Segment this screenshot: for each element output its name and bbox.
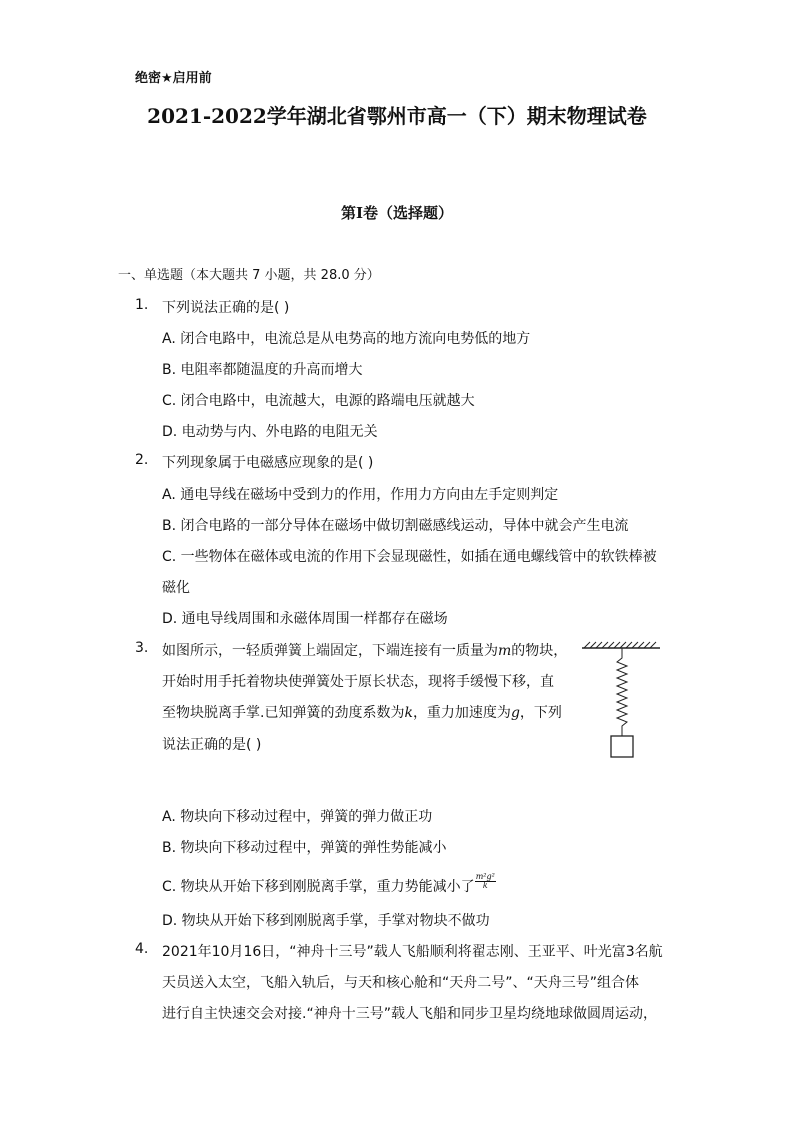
question-stem-line: 说法正确的是( )	[162, 737, 262, 753]
question-number: 4.	[135, 941, 149, 957]
math-m: m	[498, 643, 512, 659]
spring-block-figure	[580, 640, 664, 764]
option-a: A. 闭合电路中，电流总是从电势高的地方流向电势低的地方	[162, 331, 531, 347]
option-a: A. 通电导线在磁场中受到力的作用，作用力方向由左手定则判定	[162, 487, 559, 503]
confidential-mark: 绝密★启用前	[135, 71, 212, 86]
section-heading: 一、单选题（本大题共 7 小题，共 28.0 分）	[118, 268, 380, 283]
option-a: A. 物块向下移动过程中，弹簧的弹力做正功	[162, 809, 433, 825]
question-number: 3.	[135, 640, 149, 656]
option-b: B. 电阻率都随温度的升高而增大	[162, 362, 363, 378]
option-c: C. 物块从开始下移到刚脱离手掌，重力势能减小了 $\frac{\text{m²g²}}{k}$	[162, 872, 495, 895]
option-b: B. 物块向下移动过程中，弹簧的弹性势能减小	[162, 840, 447, 856]
option-b: B. 闭合电路的一部分导体在磁场中做切割磁感线运动，导体中就会产生电流	[162, 518, 629, 534]
question-stem-line: 2021年10月16日，“神舟十三号”载人飞船顺利将翟志刚、王亚平、叶光富3名航	[162, 944, 663, 960]
question-number: 1.	[135, 297, 149, 313]
option-d: D. 电动势与内、外电路的电阻无关	[162, 424, 378, 440]
math-k: k	[404, 705, 413, 721]
math-g: g	[510, 705, 520, 721]
question-stem-line: 如图所示，一轻质弹簧上端固定，下端连接有一质量为m的物块，	[162, 643, 568, 659]
block	[611, 736, 633, 757]
option-d: D. 通电导线周围和永磁体周围一样都存在磁场	[162, 611, 448, 627]
fraction-m2g2-over-k: $\frac{\text{m²g²}}{k}$	[475, 872, 495, 890]
spring	[617, 648, 627, 736]
part-heading: 第I卷（选择题）	[340, 204, 454, 222]
question-number: 2.	[135, 452, 149, 468]
question-stem-line: 至物块脱离手掌.已知弹簧的劲度系数为k，重力加速度为g，下列	[162, 705, 562, 721]
question-stem-line: 开始时用手托着物块使弹簧处于原长状态，现将手缓慢下移，直	[162, 674, 554, 690]
question-stem: 下列说法正确的是( )	[162, 300, 290, 316]
option-c: C. 闭合电路中，电流越大，电源的路端电压就越大	[162, 393, 475, 409]
option-c: C. 一些物体在磁体或电流的作用下会显现磁性，如插在通电螺线管中的软铁棒被	[162, 549, 657, 565]
question-stem-line: 进行自主快速交会对接.“神舟十三号”载人飞船和同步卫星均绕地球做圆周运动，	[162, 1006, 657, 1022]
option-c-continued: 磁化	[162, 580, 190, 596]
option-d: D. 物块从开始下移到刚脱离手掌，手掌对物块不做功	[162, 913, 490, 929]
ceiling-hatch	[582, 642, 660, 648]
question-stem-line: 天员送入太空，飞船入轨后，与天和核心舱和“天舟二号”、“天舟三号”组合体	[162, 975, 640, 991]
exam-title: 2021-2022学年湖北省鄂州市高一（下）期末物理试卷	[147, 104, 647, 128]
question-stem: 下列现象属于电磁感应现象的是( )	[162, 455, 374, 471]
